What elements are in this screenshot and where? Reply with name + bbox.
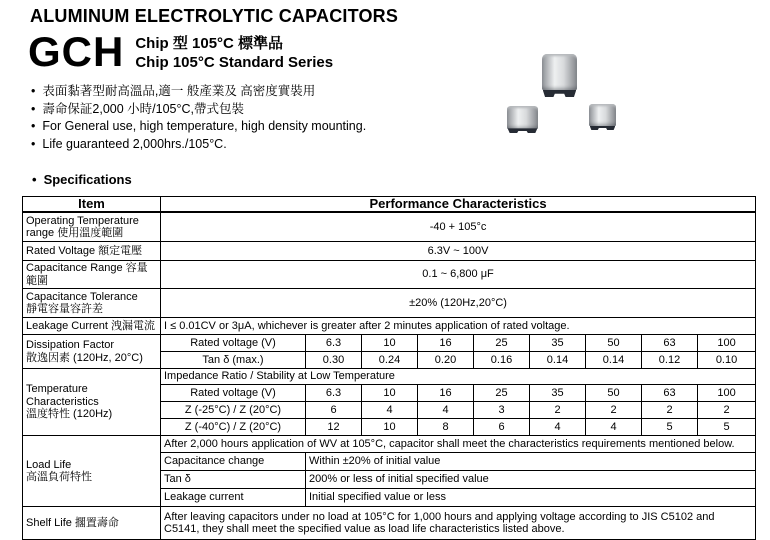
label-line: Dissipation Factor [26,339,115,351]
z40-value: 8 [418,419,474,436]
df-voltage: 6.3 [306,335,362,352]
load-life-item-name: Capacitance change [161,453,306,471]
load-life-label [23,436,161,507]
df-tan: 0.14 [530,352,586,369]
z40-value: 10 [362,419,418,436]
row-rated-voltage [23,242,756,261]
df-voltage: 16 [418,335,474,352]
row-label: Capacitance Range 容量範圍 [23,261,161,289]
df-voltage: 25 [474,335,530,352]
feature-item: • 表面黏著型耐高溫品,適一 般產業及 高密度實裝用 [31,83,366,101]
capacitance-tolerance-value: ±20% (120Hz,20°C) [161,289,756,318]
z25-value: 4 [362,402,418,419]
capacitor-base [543,90,577,97]
row-load-life-condition [23,436,756,453]
feature-item: • For General use, high temperature, high density mounting. [31,118,366,136]
capacitor-photo-small-left [507,106,538,133]
z40-value: 5 [642,419,698,436]
specifications-table [22,196,756,540]
series-subtitle-cjk: Chip 型 105°C 標準品 [135,35,284,52]
label-line: 散逸因素 (120Hz, 20°C) [26,351,143,364]
capacitor-base [508,128,538,133]
row-dissipation-voltages [23,335,756,352]
row-label [23,289,161,318]
capacitor-body [589,104,616,126]
df-tan: 0.16 [474,352,530,369]
z40-value: 5 [698,419,756,436]
df-voltage: 35 [530,335,586,352]
capacitor-body [542,54,577,90]
series-subtitle-en: Chip 105°C Standard Series [135,54,334,71]
df-voltage: 10 [362,335,418,352]
operating-temperature-value: -40 + 105°c [161,212,756,242]
z40-value: 12 [306,419,362,436]
table-header-row [23,197,756,213]
row-capacitance-range [23,261,756,289]
leakage-current-value: I ≤ 0.01CV or 3μA, whichever is greater after 2 minutes application of rated voltage. [161,318,756,335]
capacitance-range-value: 0.1 ~ 6,800 μF [161,261,756,289]
z40-value: 4 [530,419,586,436]
capacitor-photo-large [542,54,577,97]
row-label: Leakage Current 洩漏電流 [23,318,161,335]
z25-value: 4 [418,402,474,419]
capacitor-base [590,126,616,130]
label-line: Load Life [26,458,72,471]
sub-label: Tan δ (max.) [161,352,306,369]
df-voltage: 50 [586,335,642,352]
tc-voltage: 50 [586,385,642,402]
series-code: GCH [28,28,125,75]
z25-value: 6 [306,402,362,419]
df-tan: 0.12 [642,352,698,369]
load-life-condition: After 2,000 hours application of WV at 105°C, capacitor shall meet the characteristics requirements mentioned below. [161,436,756,453]
feature-item: • 壽命保証2,000 小時/105°C,帶式包裝 [31,101,366,119]
tc-voltage: 35 [530,385,586,402]
shelf-life-value: After leaving capacitors under no load at 105°C for 1,000 hours and applying voltage according to JIS C5102 and C5141, they shall meet the specified value as load life characteristics listed above. [161,507,756,540]
page-title: ALUMINUM ELECTROLYTIC CAPACITORS [30,6,399,26]
row-label [23,212,161,242]
sub-label: Z (-40°C) / Z (20°C) [161,419,306,436]
z25-value: 2 [586,402,642,419]
row-shelf-life [23,507,756,540]
z25-value: 2 [642,402,698,419]
capacitor-photo-small-right [589,104,616,130]
feature-item: • Life guaranteed 2,000hrs./105°C. [31,136,366,154]
df-voltage: 63 [642,335,698,352]
z40-value: 4 [586,419,642,436]
row-operating-temperature [23,212,756,242]
tc-voltage: 16 [418,385,474,402]
z40-value: 6 [474,419,530,436]
rated-voltage-value: 6.3V ~ 100V [161,242,756,261]
sub-label: Z (-25°C) / Z (20°C) [161,402,306,419]
z25-value: 2 [530,402,586,419]
series-subtitles [135,29,333,75]
specifications-heading: • Specifications [32,172,132,187]
label-line: 靜電容量容許差 [26,303,103,315]
df-tan: 0.10 [698,352,756,369]
label-line: Characteristics [26,395,99,408]
label-line: range 使用溫度範圍 [26,227,124,239]
z25-value: 2 [698,402,756,419]
tc-voltage: 10 [362,385,418,402]
feature-list [31,83,366,153]
tc-voltage: 25 [474,385,530,402]
label-line: 高溫負荷特性 [26,471,92,483]
sub-label: Rated voltage (V) [161,385,306,402]
load-life-item-name: Tan δ [161,471,306,489]
dissipation-factor-label [23,335,161,369]
series-header [28,29,333,75]
label-line: Capacitance Tolerance [26,290,138,303]
row-leakage-current [23,318,756,335]
impedance-ratio-header: Impedance Ratio / Stability at Low Temperature [161,369,756,385]
df-tan: 0.14 [586,352,642,369]
row-label: Rated Voltage 額定電壓 [23,242,161,261]
load-life-item-value: Within ±20% of initial value [306,453,756,471]
temperature-characteristics-label [23,369,161,436]
load-life-item-name: Leakage current [161,489,306,507]
tc-voltage: 6.3 [306,385,362,402]
row-label: Shelf Life 擱置壽命 [23,507,161,540]
load-life-item-value: 200% or less of initial specified value [306,471,756,489]
df-tan: 0.24 [362,352,418,369]
sub-label: Rated voltage (V) [161,335,306,352]
col-header-item: Item [23,197,161,213]
col-header-performance: Performance Characteristics [161,197,756,213]
z25-value: 3 [474,402,530,419]
df-voltage: 100 [698,335,756,352]
df-tan: 0.30 [306,352,362,369]
label-line: 溫度特性 (120Hz) [26,408,113,421]
df-tan: 0.20 [418,352,474,369]
tc-voltage: 63 [642,385,698,402]
label-line: Operating Temperature [26,214,139,227]
tc-voltage: 100 [698,385,756,402]
load-life-item-value: Initial specified value or less [306,489,756,507]
row-impedance-header [23,369,756,385]
label-line: Temperature [26,383,88,396]
capacitor-body [507,106,538,129]
row-capacitance-tolerance [23,289,756,318]
